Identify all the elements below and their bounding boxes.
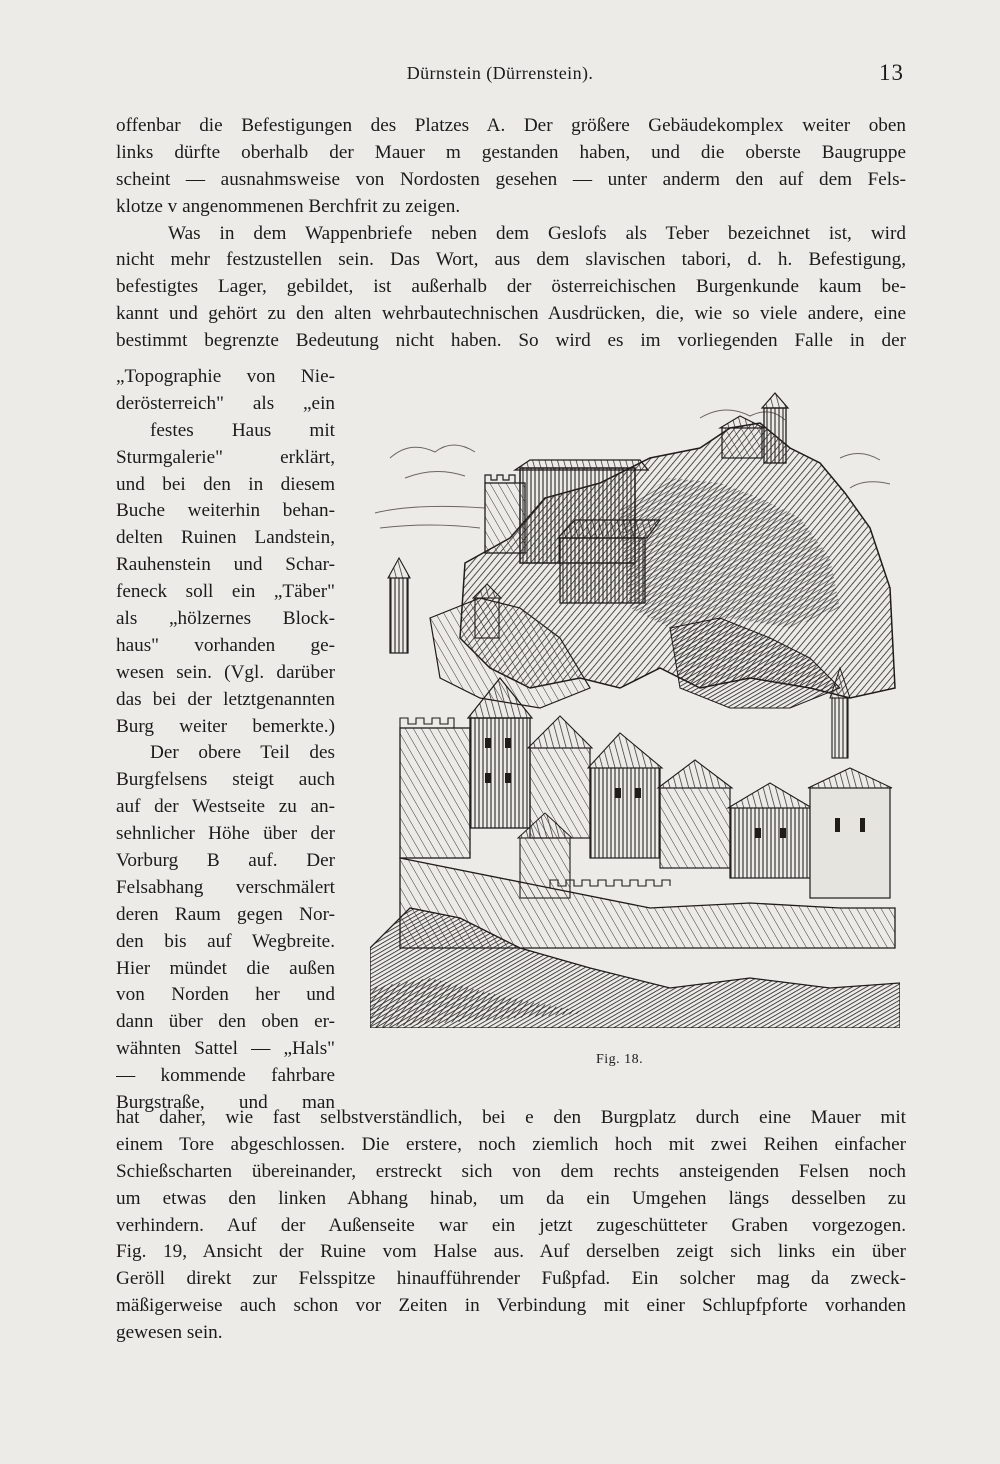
page-number: 13 — [879, 60, 904, 85]
text-line: haus" vorhanden ge- — [116, 634, 335, 656]
text-line: kannt und gehört zu den alten wehrbautechnischen Ausdrücken, die, wie so viele andere, eine — [116, 303, 906, 325]
text-line: den bis auf Wegbreite. — [116, 930, 335, 952]
castle-engraving-figure — [370, 388, 900, 1028]
text-line: hat daher, wie fast selbstverständlich, bei e den Burgplatz durch eine Mauer mit — [116, 1107, 906, 1128]
text-line: Felsabhang verschmälert — [116, 876, 335, 898]
text-line: gewesen sein. — [116, 1322, 223, 1344]
text-line: sehnlicher Höhe über der — [116, 823, 335, 845]
text-line: Rauhenstein und Schar- — [116, 554, 335, 576]
text-line: delten Ruinen Landstein, — [116, 527, 335, 549]
text-line: wähnten Sattel — „Hals" — [116, 1038, 335, 1060]
text-line: Hier mündet die außen — [116, 957, 335, 979]
text-line: nicht mehr festzustellen sein. Das Wort, aus dem slavischen tabori, d. h. Befestigung, — [116, 249, 906, 271]
text-line: verhindern. Auf der Außenseite war ein jetzt zugeschütteter Graben vorgezogen. — [116, 1214, 906, 1236]
text-line: befestigtes Lager, gebildet, ist außerhalb der österreichischen Burgenkunde kaum be- — [116, 276, 906, 298]
text-line: einem Tore abgeschlossen. Die erstere, noch ziemlich hoch mit zwei Reihen einfacher — [116, 1133, 906, 1155]
text-line: Buche weiterhin behan- — [116, 500, 335, 522]
text-line: Burgfelsens steigt auch — [116, 769, 335, 791]
text-line: Schießscharten übereinander, erstreckt sich von dem rechts ansteigenden Felsen noch — [116, 1160, 906, 1182]
top-text-block — [116, 113, 906, 355]
text-line: wesen sein. (Vgl. darüber — [116, 661, 335, 683]
text-line: bestimmt begrenzte Bedeutung nicht haben. So wird es im vorliegenden Falle in der — [116, 330, 906, 352]
text-line: Der obere Teil des — [150, 742, 335, 764]
text-line: Vorburg B auf. Der — [116, 850, 335, 872]
text-line: scheint — ausnahmsweise von Nordosten gesehen — unter anderm den auf dem Fels- — [116, 168, 906, 190]
text-line: Sturmgalerie" erklärt, — [116, 446, 335, 468]
text-line: links dürfte oberhalb der Mauer m gestanden haben, und die oberste Baugruppe — [116, 141, 906, 163]
text-line: offenbar die Befestigungen des Platzes A. Der größere Gebäudekomplex weiter oben — [116, 115, 906, 136]
text-line: auf der Westseite zu an- — [116, 796, 335, 818]
text-line: als „hölzernes Block- — [116, 608, 335, 630]
text-line: derösterreich" als „ein — [116, 392, 335, 414]
text-line: von Norden her und — [116, 984, 335, 1006]
text-line: Fig. 19, Ansicht der Ruine vom Halse aus. Auf derselben zeigt sich links ein über — [116, 1241, 906, 1263]
text-line: festes Haus mit — [150, 419, 335, 441]
text-line: dann über den oben er- — [116, 1011, 335, 1033]
text-line: „Topographie von Nie- — [116, 366, 335, 387]
text-line: Burgstraße, und man — [116, 1092, 335, 1114]
text-line: deren Raum gegen Nor- — [116, 903, 335, 925]
text-line: um etwas den linken Abhang hinab, um da ein Umgehen längs desselben zu — [116, 1187, 906, 1209]
castle-engraving-illustration — [370, 388, 900, 1028]
text-line: klotze v angenommenen Berchfrit zu zeigen. — [116, 195, 461, 217]
running-head: Dürnstein (Dürrenstein). — [406, 63, 594, 83]
side-text-column — [116, 364, 335, 1117]
text-line: Geröll direkt zur Felsspitze hinaufführender Fußpfad. Ein solcher mag da zweck- — [116, 1268, 906, 1290]
text-line: Burg weiter bemerkte.) — [116, 715, 335, 737]
text-line: mäßigerweise auch schon vor Zeiten in Verbindung mit einer Schlupfpforte vorhanden — [116, 1295, 906, 1317]
text-line: — kommende fahrbare — [116, 1065, 335, 1087]
figure-caption: Fig. 18. — [596, 1052, 644, 1067]
text-line: das bei der letztgenannten — [116, 688, 335, 710]
text-line: feneck soll ein „Täber" — [116, 581, 335, 603]
text-line: Was in dem Wappenbriefe neben dem Geslofs als Teber bezeichnet ist, wird — [168, 222, 906, 244]
bottom-text-block — [116, 1105, 906, 1347]
text-line: und bei den in diesem — [116, 473, 335, 495]
